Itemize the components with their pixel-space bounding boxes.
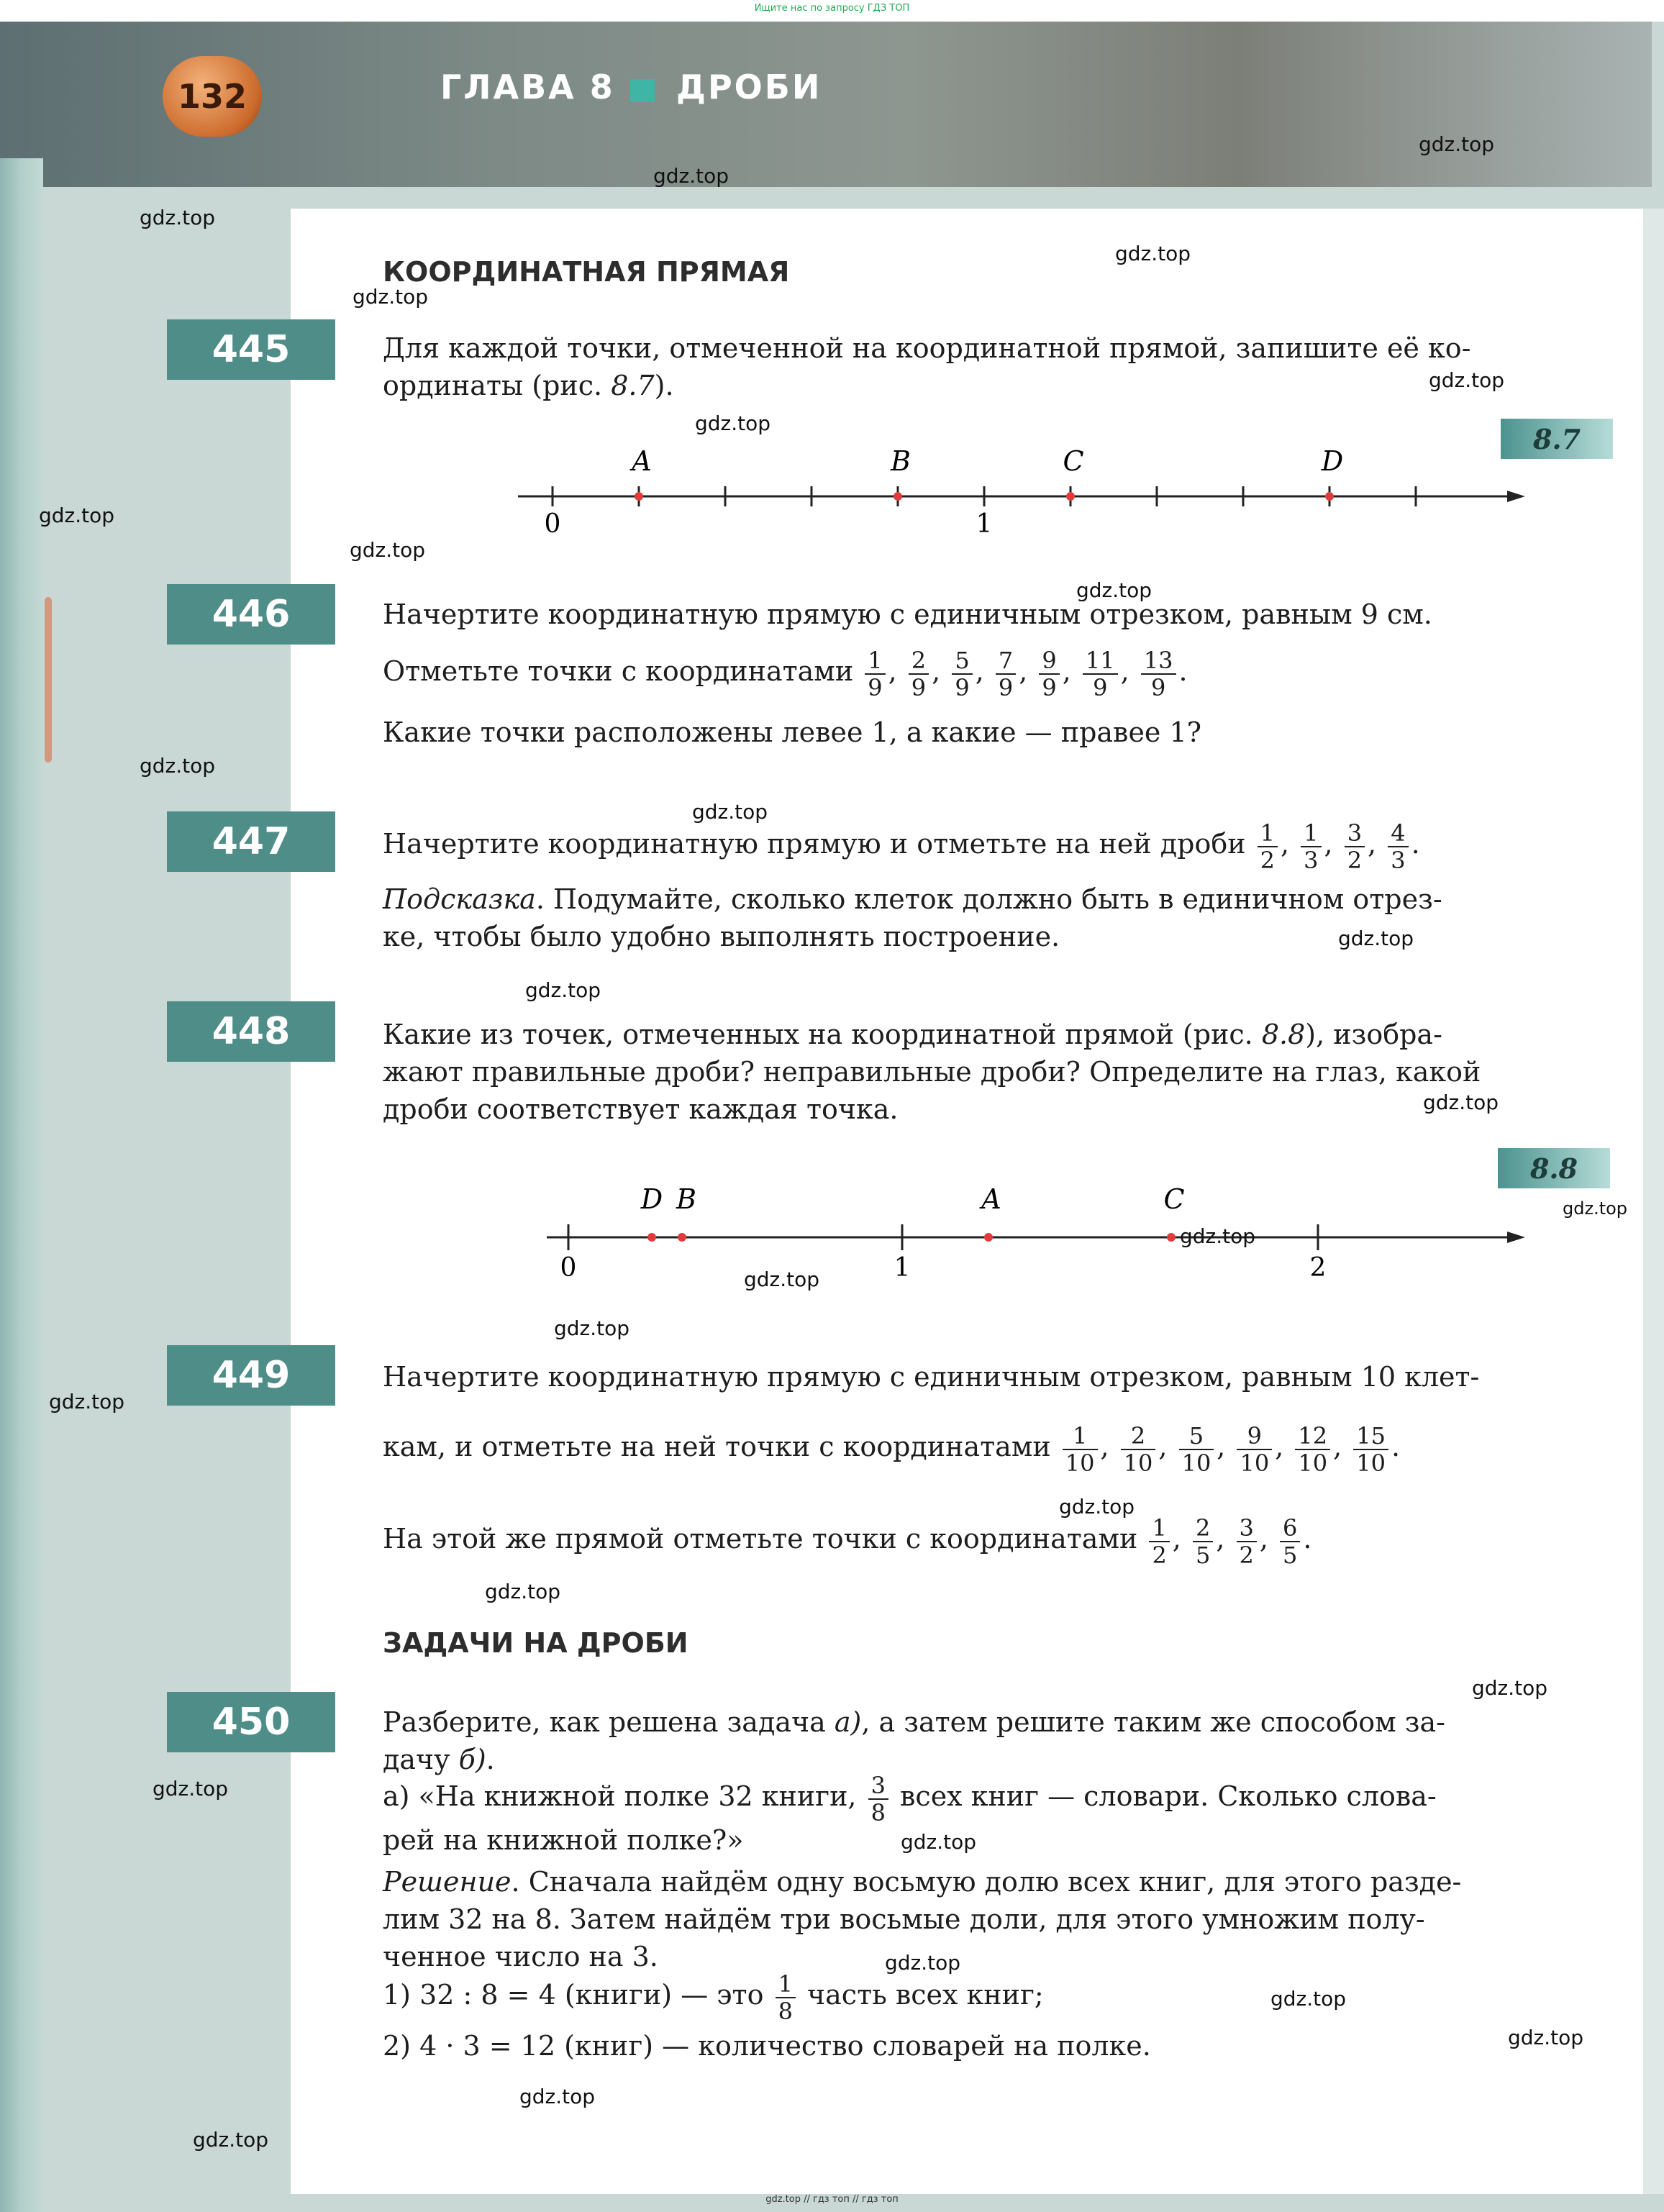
point-label-a: A <box>632 445 652 477</box>
task-number-447: 447 <box>167 811 335 872</box>
point-label-b: B <box>676 1183 696 1215</box>
task-446-line1: Начертите координатную прямую с единичным отрезком, равным 9 см. <box>383 598 1432 630</box>
watermark: gdz.top <box>140 206 216 229</box>
chapter-name: ДРОБИ <box>676 68 822 106</box>
top-credit: Ищите нас по запросу ГДЗ ТОП <box>754 3 910 14</box>
point-label-d: D <box>1321 445 1344 477</box>
watermark: gdz.top <box>525 978 601 1002</box>
axis-arrow-icon <box>1507 1232 1525 1243</box>
point-a <box>984 1233 993 1242</box>
watermark: gdz.top <box>653 164 729 188</box>
fraction: $\frac{2}{5}$ <box>1193 1515 1213 1568</box>
watermark: gdz.top <box>1059 1495 1135 1519</box>
fraction: $\frac{1}{2}$ <box>1149 1515 1169 1568</box>
watermark: gdz.top <box>1270 1987 1347 2011</box>
fraction: $\frac{6}{5}$ <box>1280 1515 1300 1568</box>
chapter-label: ГЛАВА 8 <box>440 68 615 106</box>
fraction: $\frac{1}{3}$ <box>1301 820 1321 873</box>
task-number-450: 450 <box>167 1692 335 1752</box>
watermark: gdz.top <box>554 1316 630 1340</box>
task-450-step1: 1) 32 : 8 = 4 (книги) — это $\frac{1}{8}$ часть всех книг; <box>383 1970 1044 2025</box>
watermark: gdz.top <box>1338 927 1414 950</box>
point-b <box>678 1233 686 1242</box>
fraction: $\frac{1}{8}$ <box>776 1971 796 2024</box>
point-label-c: C <box>1063 445 1084 477</box>
fraction: $\frac{13}{9}$ <box>1141 647 1176 701</box>
watermark: gdz.top <box>140 754 216 778</box>
fraction: $\frac{1}{9}$ <box>865 647 885 701</box>
fraction: $\frac{7}{9}$ <box>996 647 1016 701</box>
watermark: gdz.top <box>1423 1091 1499 1114</box>
fraction: $\frac{3}{2}$ <box>1345 820 1365 873</box>
fraction: $\frac{9}{9}$ <box>1039 647 1059 701</box>
fraction: $\frac{5}{10}$ <box>1179 1423 1214 1476</box>
fraction: $\frac{2}{9}$ <box>909 647 929 701</box>
point-a <box>635 492 643 501</box>
point-b <box>894 492 902 501</box>
watermark: gdz.top <box>1180 1224 1256 1248</box>
point-c <box>1066 492 1075 501</box>
watermark: gdz.top <box>1115 242 1191 265</box>
section-title-fraction-problems: ЗАДАЧИ НА ДРОБИ <box>383 1627 688 1659</box>
figure-8-8-number-line <box>532 1180 1525 1288</box>
point-label-b: B <box>891 445 911 477</box>
task-449-line2: кам, и отметьте на ней точки с координатами $\frac{1}{10}$ , $\frac{2}{10}$ , $\frac{5}{10}$ , $\frac{9}{10}$ , $\frac{12}{10}$ , $\frac{15}{10}$ . <box>383 1421 1401 1477</box>
watermark: gdz.top <box>49 1390 125 1414</box>
page-edge <box>1643 209 1664 2194</box>
tick-label-0: 0 <box>544 509 561 539</box>
task-450-line1: Разберите, как решена задача а), а затем решите таким же способом за- <box>383 1706 1445 1738</box>
task-448-line3: дроби соответствует каждая точка. <box>383 1093 899 1125</box>
watermark: gdz.top <box>692 800 768 824</box>
task-448-line1: Какие из точек, отмеченных на координатной прямой (рис. 8.8), изобра- <box>383 1019 1442 1050</box>
figure-label-8-8: 8.8 <box>1498 1148 1610 1188</box>
task-449-line1: Начертите координатную прямую с единичным отрезком, равным 10 клет- <box>383 1361 1480 1393</box>
watermark: gdz.top <box>1419 132 1495 156</box>
fraction: $\frac{3}{8}$ <box>868 1772 888 1826</box>
fraction: $\frac{15}{10}$ <box>1353 1423 1388 1476</box>
task-number-445: 445 <box>167 319 335 380</box>
fraction: $\frac{1}{2}$ <box>1258 820 1278 873</box>
watermark: gdz.top <box>1472 1676 1548 1700</box>
task-446-line3: Какие точки расположены левее 1, а какие — правее 1? <box>383 716 1202 748</box>
watermark: gdz.top <box>744 1267 820 1291</box>
task-447-hint-line2: ке, чтобы было удобно выполнять построение. <box>383 921 1060 952</box>
fraction: $\frac{2}{10}$ <box>1121 1423 1156 1476</box>
side-strip <box>0 158 43 2212</box>
section-title-coordinate-line: КООРДИНАТНАЯ ПРЯМАЯ <box>383 256 790 288</box>
task-445-line2: ординаты (рис. 8.7). <box>383 370 674 401</box>
bottom-credit: gdz.top // гдз топ // гдз топ <box>765 2194 899 2205</box>
tick-label-2: 2 <box>1309 1253 1327 1283</box>
task-448-line2: жают правильные дроби? неправильные дроби? Определите на глаз, какой <box>383 1056 1481 1088</box>
point-d <box>647 1233 656 1242</box>
watermark: gdz.top <box>519 2085 596 2108</box>
watermark: gdz.top <box>350 538 426 562</box>
watermark: gdz.top <box>885 1951 961 1975</box>
task-number-449: 449 <box>167 1345 335 1406</box>
watermark: gdz.top <box>485 1580 561 1603</box>
point-label-d: D <box>640 1183 663 1215</box>
watermark: gdz.top <box>695 411 771 435</box>
task-450-line2: дачу б). <box>383 1744 495 1775</box>
watermark: gdz.top <box>193 2128 269 2152</box>
fraction: $\frac{12}{10}$ <box>1295 1423 1330 1476</box>
watermark: gdz.top <box>1508 2026 1584 2049</box>
fraction: $\frac{4}{3}$ <box>1388 820 1408 873</box>
task-449-line3: На этой же прямой отметьте точки с координатами $\frac{1}{2}$ , $\frac{2}{5}$ , $\frac{3}{2}$ , $\frac{6}{5}$ . <box>383 1514 1312 1569</box>
task-450-solution-line1: Решение. Сначала найдём одну восьмую долю всех книг, для этого разде- <box>383 1866 1462 1898</box>
fraction: $\frac{11}{9}$ <box>1083 647 1118 701</box>
page-number: 132 <box>163 56 262 137</box>
axis-arrow-icon <box>1507 491 1525 502</box>
point-label-c: C <box>1163 1183 1185 1215</box>
task-450-step2: 2) 4 · 3 = 12 (книг) — количество словарей на полке. <box>383 2030 1151 2062</box>
task-447-line1: Начертите координатную прямую и отметьте на ней дроби $\frac{1}{2}$ , $\frac{1}{3}$ , $\frac{3}{2}$ , $\frac{4}{3}$ . <box>383 819 1420 874</box>
task-number-448: 448 <box>167 1001 335 1062</box>
task-450-line3: а) «На книжной полке 32 книги, $\frac{3}{8}$ всех книг — словари. Сколько слова- <box>383 1771 1437 1826</box>
task-445-line1: Для каждой точки, отмеченной на координатной прямой, запишите её ко- <box>383 332 1471 364</box>
point-d <box>1325 492 1334 501</box>
fraction: $\frac{9}{10}$ <box>1237 1423 1272 1476</box>
watermark: gdz.top <box>39 504 115 527</box>
watermark: gdz.top <box>1429 368 1505 392</box>
watermark: gdz.top <box>901 1830 977 1854</box>
figure-label-8-7: 8.7 <box>1501 419 1613 459</box>
side-bookmark <box>45 597 52 763</box>
point-label-a: A <box>981 1183 1001 1215</box>
tick-label-0: 0 <box>560 1253 577 1283</box>
tick-label-1: 1 <box>976 509 993 539</box>
watermark: gdz.top <box>353 285 429 309</box>
watermark: gdz.top <box>1563 1198 1628 1219</box>
watermark: gdz.top <box>1076 578 1152 602</box>
tick-label-1: 1 <box>894 1253 911 1283</box>
fraction: $\frac{1}{10}$ <box>1063 1423 1098 1476</box>
task-450-line4: рей на книжной полке?» <box>383 1824 744 1856</box>
chapter-square-icon <box>630 79 655 102</box>
watermark: gdz.top <box>153 1777 229 1801</box>
task-446-line2: Отметьте точки с координатами $\frac{1}{9}$ , $\frac{2}{9}$ , $\frac{5}{9}$ , $\frac{7}{9}$ , $\frac{9}{9}$ , $\frac{11}{9}$ , $\frac{13}{9}$ . <box>383 646 1188 701</box>
point-c <box>1167 1233 1176 1242</box>
task-447-hint-line1: Подсказка. Подумайте, сколько клеток должно быть в единичном отрез- <box>383 883 1442 915</box>
task-450-solution-line2: лим 32 на 8. Затем найдём три восьмые доли, для этого умножим полу- <box>383 1903 1425 1935</box>
task-450-solution-line3: ченное число на 3. <box>383 1941 658 1972</box>
task-number-446: 446 <box>167 584 335 645</box>
fraction: $\frac{3}{2}$ <box>1237 1515 1257 1568</box>
figure-8-7-number-line <box>504 439 1525 547</box>
fraction: $\frac{5}{9}$ <box>952 647 972 701</box>
